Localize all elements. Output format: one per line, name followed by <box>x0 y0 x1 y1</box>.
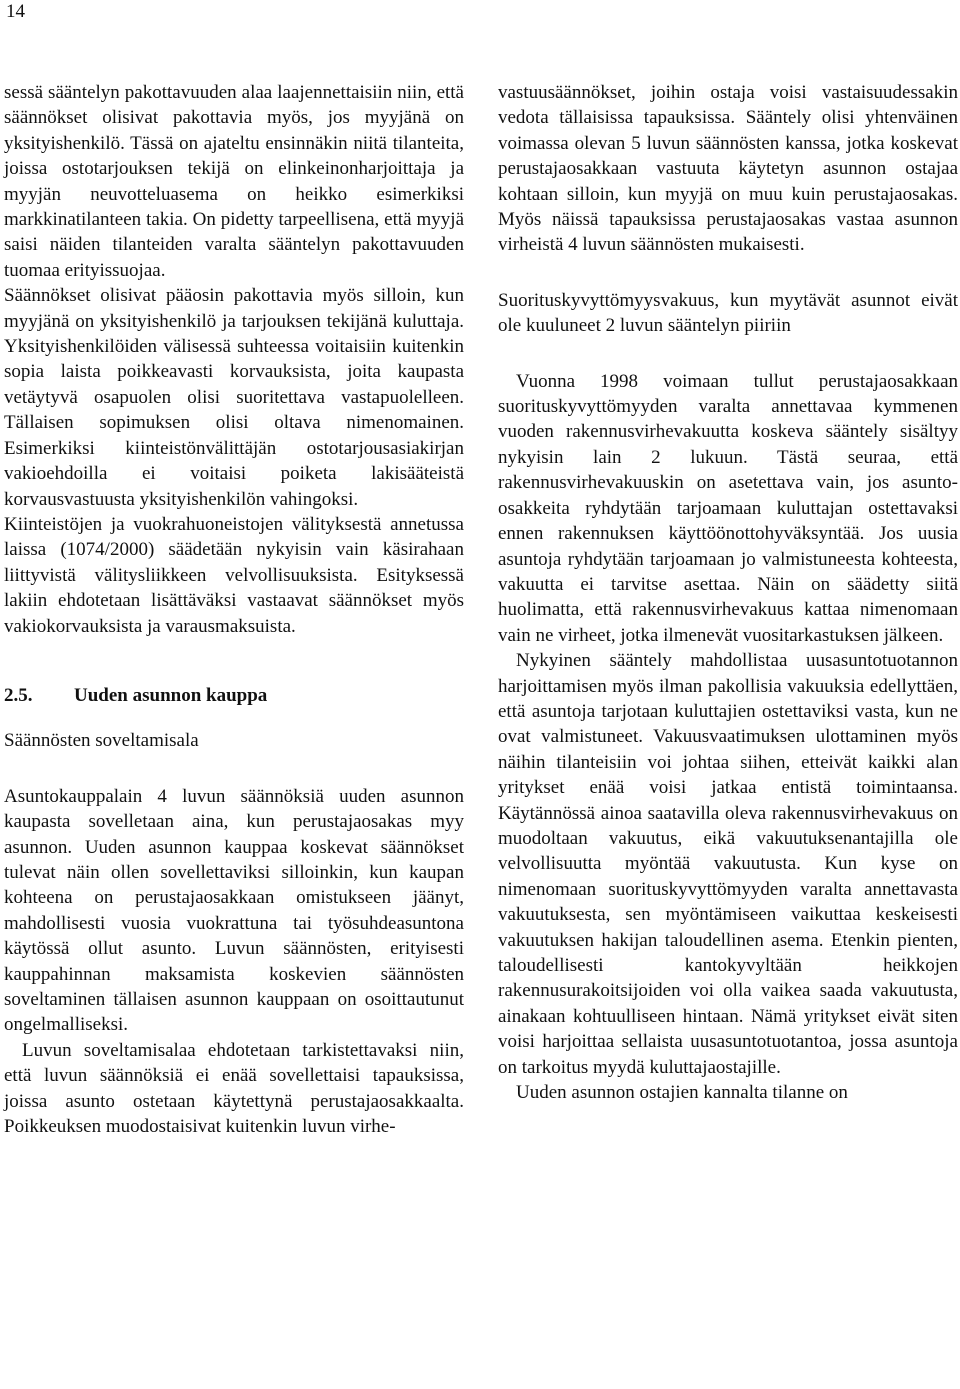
left-paragraph-1: sessä sääntelyn pakottavuuden alaa laajennettaisiin niin, että säännökset olisivat pakottavia myös, jos myyjänä on yksityishenkilö. Tässä on ajateltu ensinnäkin niitä tilanteita, joissa ostotarjouksen tekijä on elinkeinonharjoittaja ja myyjän neuvotteluasema on heikko esimerkiksi markkinatilanteen takia. On pidetty tarpeellisena, että myyjä saisi näiden tilanteiden varalta sääntelyn pakottavuuden tuomaa erityissuojaa. <box>4 82 464 281</box>
left-paragraph-2: Säännökset olisivat pääosin pakottavia myös silloin, kun myyjänä on yksityishenkilö ja tarjouksen tekijänä kuluttaja. Yksityishenkilöiden välisessä suhteessa voitaisiin kuitenkin sopia laista poikkeavasti korvauksista, joita kaupasta vetäytyvä osapuolen olisi suoritettava vastapuolelleen. Tällaisen sopimuksen olisi oltava nimenomainen. Esimerkiksi kiinteistönvälittäjän ostotarjousasiakirjan vakioehdoilla ei voitaisi poiketa lakisääteistä korvausvastuusta yksityishenkilön vahingoksi. <box>4 285 464 510</box>
subheading: Säännösten soveltamisala <box>4 730 199 752</box>
right-heading: Suorituskyvyttömyysvakuus, kun myytävät asunnot eivät ole kuuluneet 2 luvun sääntelyn piiriin <box>498 289 958 337</box>
page-number: 14 <box>6 1 25 22</box>
left-column <box>4 80 464 1139</box>
right-paragraph-2: Vuonna 1998 voimaan tullut perustajaosakkaan suorituskyvyttömyyden varalta annettavaa kymmenen vuoden rakennusvirhevakuutta koskeva sääntely sisältyy nykyisin lain 2 lukuun. Tästä seuraa, että rakennusvirhevakuuskin on asetettava vain, jos asunto-osakkeita ryhdytään tarjoamaan kuluttajan ostettavaksi ennen rakennuksen käyttöönottohyväksyntää. Jos uusia asuntoja ryhdytään tarjoamaan jo valmistuneesta kohteesta, vakuutta ei tarvitse asettaa. Näin on säädetty siitä huolimatta, että rakennusvirhevakuus kattaa nimenomaan vain ne virheet, jotka ilmenevät vuositarkastuksen jälkeen. <box>498 370 958 646</box>
right-column <box>498 80 958 1105</box>
right-paragraph-1: vastuusäännökset, joihin ostaja voisi vastaisuudessakin vedota tällaisissa tapauksissa. Sääntely olisi yhtenväinen voimassa olevan 5 luvun säännösten kanssa, jotka koskevat perustajaosakkaan vastuuta käytetyn asunnon ostajaa kohtaan silloin, kun myyjä on muu kuin perustajaosakas. Myös näissä tapauksissa perustajaosakas vastaa asunnon virheistä 4 luvun säännösten mukaisesti. <box>498 82 958 256</box>
section-number: 2.5. <box>4 684 33 706</box>
left-paragraph-5: Luvun soveltamisalaa ehdotetaan tarkistettavaksi niin, että luvun säännöksiä ei enää sovellettaisi tapauksissa, joissa asunto ostetaan käytettynä perustajaosakkaalta. Poikkeuksen muodostaisivat kuitenkin luvun virhe- <box>4 1039 464 1138</box>
right-paragraph-3: Nykyinen sääntely mahdollistaa uusasuntotuotannon harjoittamisen myös ilman pakollisia vakuuksia edellyttäen, että asuntoja tarjotaan kuluttajien ostettaviksi vasta, kun ne ovat valmistuneet. Vakuusvaatimuksen ulottaminen myös näihin tilanteisiin voi johtaa siihen, etteivät kaikki alan yritykset enää voisi jatkaa entistä toimintaansa. Käytännössä ainoa saatavilla oleva rakennusvirhevakuus on muodoltaan vakuutus, eikä vakuutuksenantajilla ole velvollisuutta myöntää vakuutusta. Kun kyse on nimenomaan suorituskyvyttömyyden varalta annettavasta vakuutuksesta, sen myöntämiseen vaikuttaa keskeisesti vakuutuksen hakijan taloudellinen asema. Etenkin pienten, taloudellisesti kantokyvyltään heikkojen rakennusurakoitsijoiden voi olla vaikea saada vakuutusta, ainakaan kohtuulliseen hintaan. Nämä yritykset eivät siten voisi harjoittaa sellaista uusasuntotuotantoa, jossa asuntoja on tarkoitus myydä kuluttajaostajille. <box>498 650 958 1078</box>
section-title: Uuden asunnon kauppa <box>74 684 268 706</box>
left-paragraph-3: Kiinteistöjen ja vuokrahuoneistojen välityksestä annetussa laissa (1074/2000) säädetään nykyisin vain käsirahaan liittyvistä välitysliikkeen velvollisuuksista. Esityksessä lakiin ehdotetaan lisättäväksi vastaavat säännökset myös vakiokorvauksista ja varausmaksuista. <box>4 513 464 637</box>
right-paragraph-4: Uuden asunnon ostajien kannalta tilanne on <box>516 1082 848 1104</box>
left-paragraph-4: Asuntokauppalain 4 luvun säännöksiä uuden asunnon kaupasta sovelletaan aina, kun perustajaosakas myy asunnon. Uuden asunnon kauppaa koskevat säännökset tulevat näin ollen sovellettaviksi silloinkin, kun kaupan kohteena on perustajaosakkaan omistukseen jäänyt, mahdollisesti vuosia vuokrattuna tai työsuhdeasuntona käytössä ollut asunto. Luvun säännösten, erityisesti kauppahinnan maksamista koskevien säännösten soveltaminen tällaisen asunnon kauppaan on osoittautunut ongelmalliseksi. <box>4 785 464 1036</box>
section-heading <box>4 683 464 708</box>
